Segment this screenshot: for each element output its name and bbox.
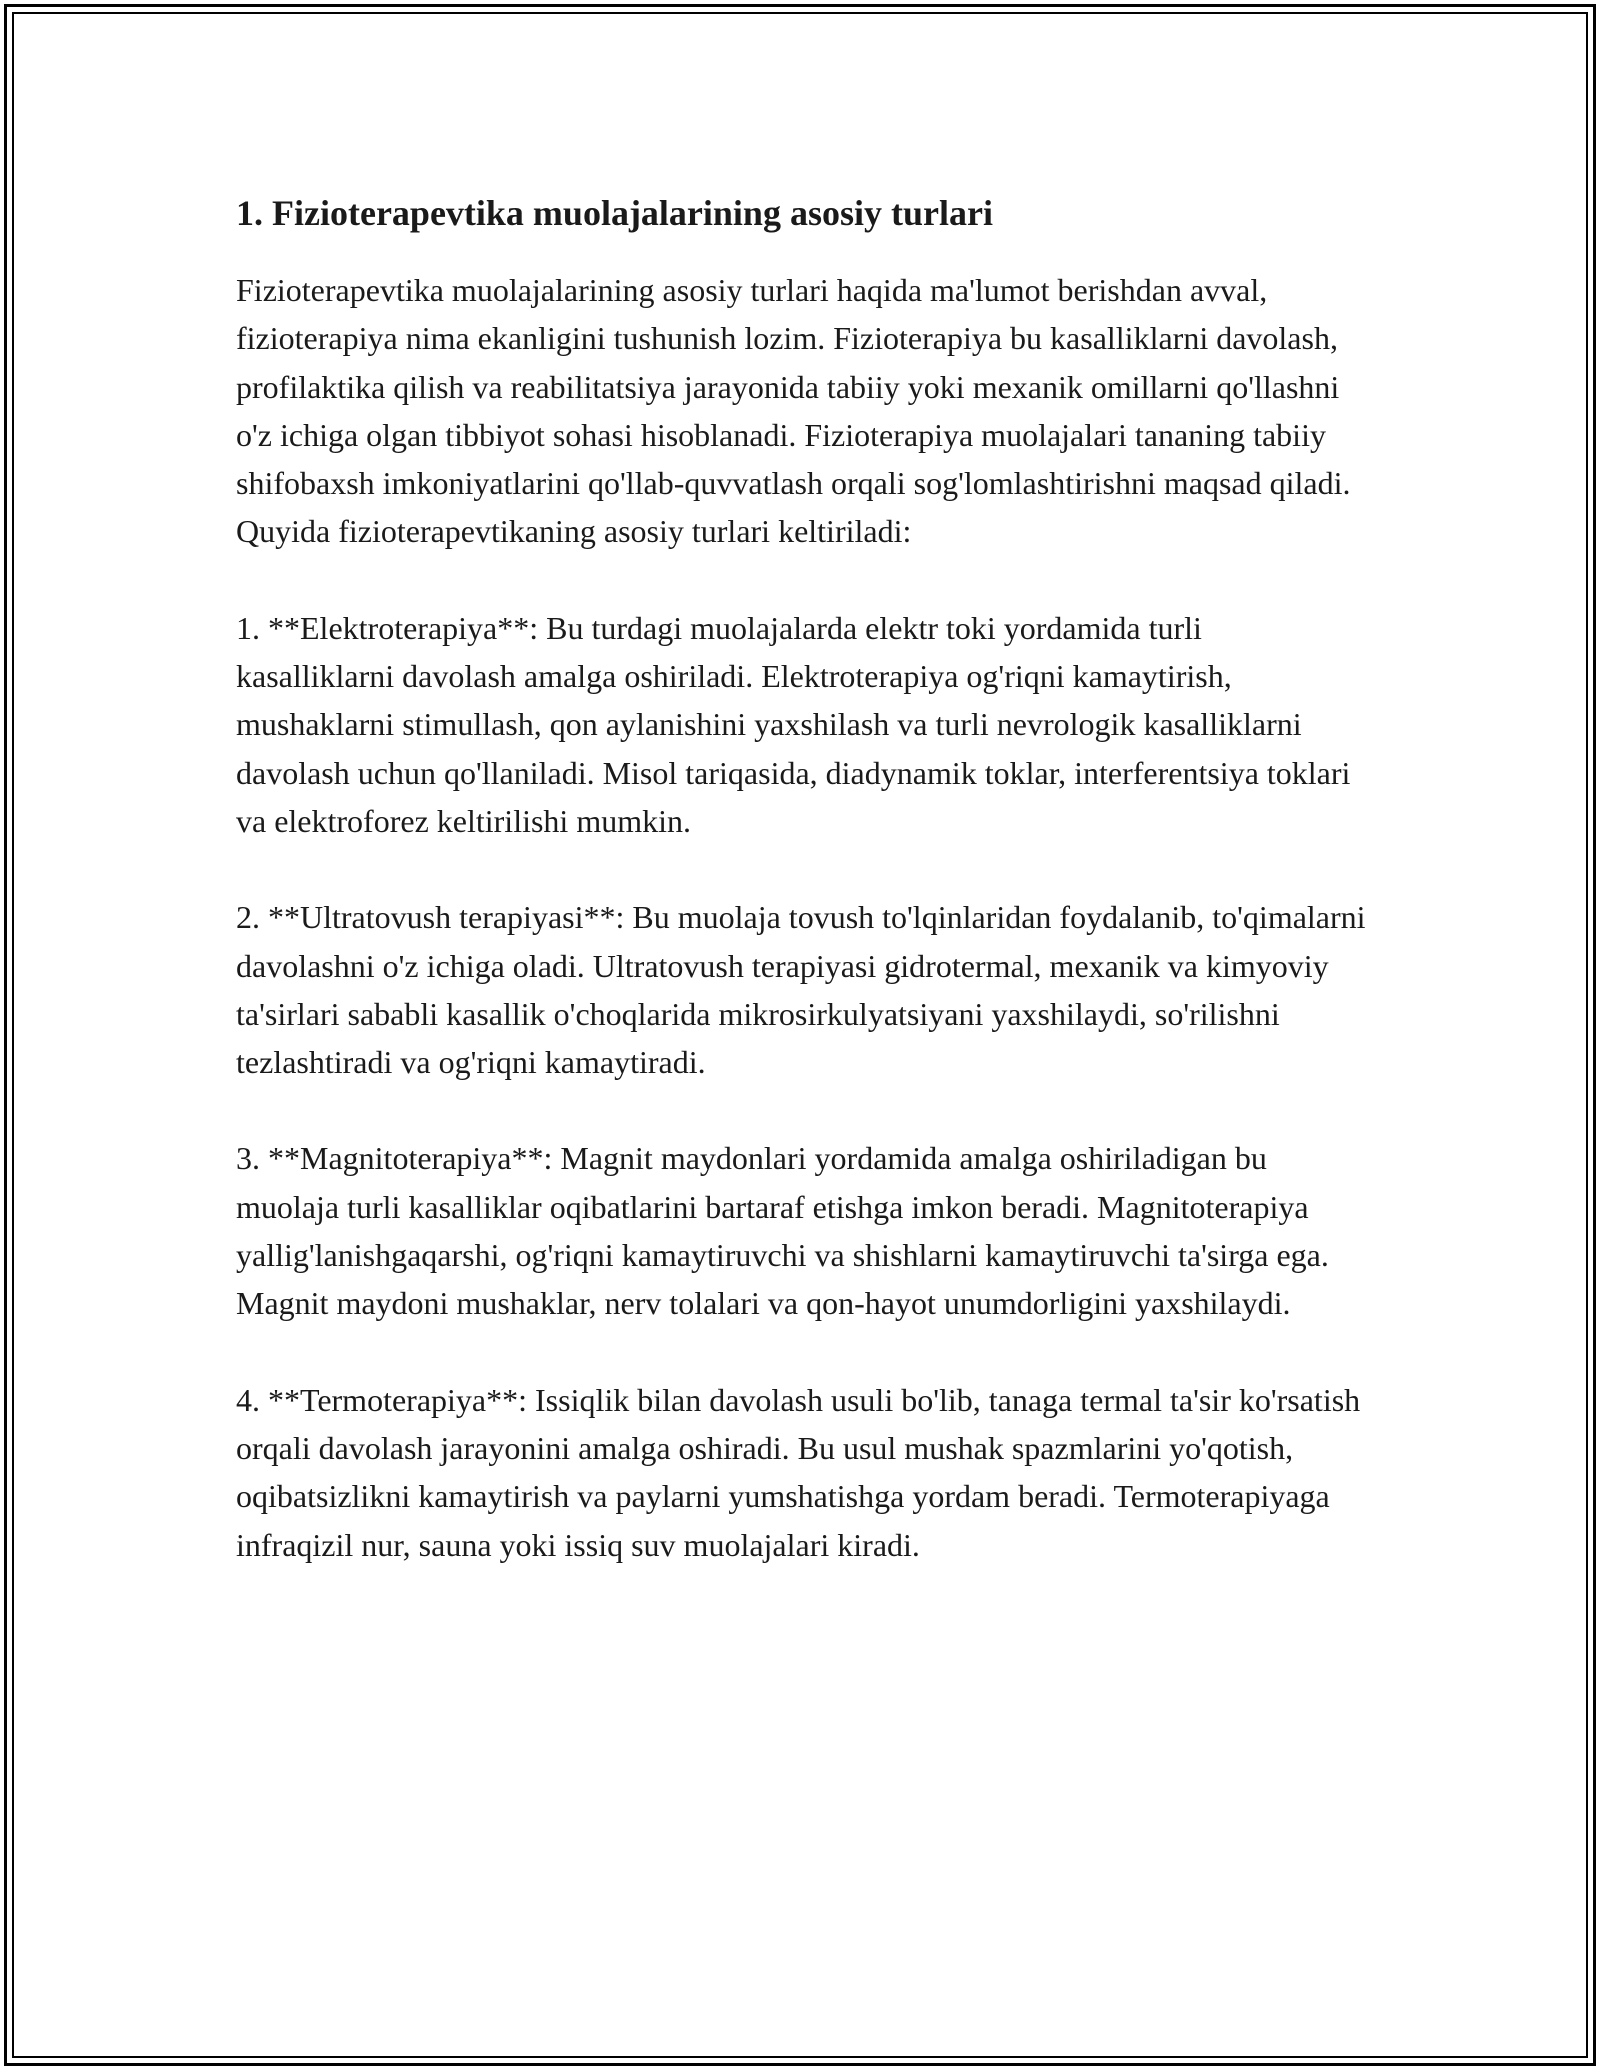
paragraph-ultrasound-therapy: 2. **Ultratovush terapiyasi**: Bu muolaja tovush to'lqinlaridan foydalanib, to'qimalarni davolashni o'z ichiga oladi. Ultratovush terapiyasi gidrotermal, mexanik va kimyoviy ta'sirlari sababli kasallik o'choqlarida mikrosirkulyatsiyani yaxshilaydi, so'rilishni tezlashtiradi va og'riqni kamaytiradi. — [236, 899, 1366, 1081]
paragraph-thermotherapy: 4. **Termoterapiya**: Issiqlik bilan davolash usuli bo'lib, tanaga termal ta'sir ko'rsatish orqali davolash jarayonini amalga oshiradi. Bu usul mushak spazmlarini yo'qotish, oqibatsizlikni kamaytirish va paylarni yumshatishga yordam beradi. Termoterapiyaga infraqizil nur, sauna yoki issiq suv muolajalari kiradi. — [236, 1381, 1361, 1563]
document-title: 1. Fizioterapevtika muolajalarining asosiy turlari — [236, 193, 993, 233]
paragraph-electrotherapy: 1. **Elektroterapiya**: Bu turdagi muolajalarda elektr toki yordamida turli kasalliklarni davolash amalga oshiriladi. Elektroterapiya og'riqni kamaytirish, mushaklarni stimullash, qon aylanishini yaxshilash va turli nevrologik kasalliklarni davolash uchun qo'llaniladi. Misol tariqasida, diadynamik toklar, interferentsiya toklari va elektroforez keltirilishi mumkin. — [236, 609, 1351, 839]
paragraph-intro: Fizioterapevtika muolajalarining asosiy turlari haqida ma'lumot berishdan avval, fizioterapiya nima ekanligini tushunish lozim. Fizioterapiya bu kasalliklarni davolash, profilaktika qilish va reabilitatsiya jarayonida tabiiy yoki mexanik omillarni qo'llashni o'z ichiga olgan tibbiyot sohasi hisoblanadi. Fizioterapiya muolajalari tananing tabiiy shifobaxsh imkoniyatlarini qo'llab-quvvatlash orqali sog'lomlashtirishni maqsad qiladi. Quyida fizioterapevtikaning asosiy turlari keltiriladi: — [236, 272, 1351, 550]
paragraph-magnetotherapy: 3. **Magnitoterapiya**: Magnit maydonlari yordamida amalga oshiriladigan bu muolaja turli kasalliklar oqibatlarini bartaraf etishga imkon beradi. Magnitoterapiya yallig'lanishgaqarshi, og'riqni kamaytiruvchi va shishlarni kamaytiruvchi ta'sirga ega. Magnit maydoni mushaklar, nerv tolalari va qon-hayot unumdorligini yaxshilaydi. — [236, 1140, 1329, 1322]
document-body — [236, 186, 1366, 1569]
